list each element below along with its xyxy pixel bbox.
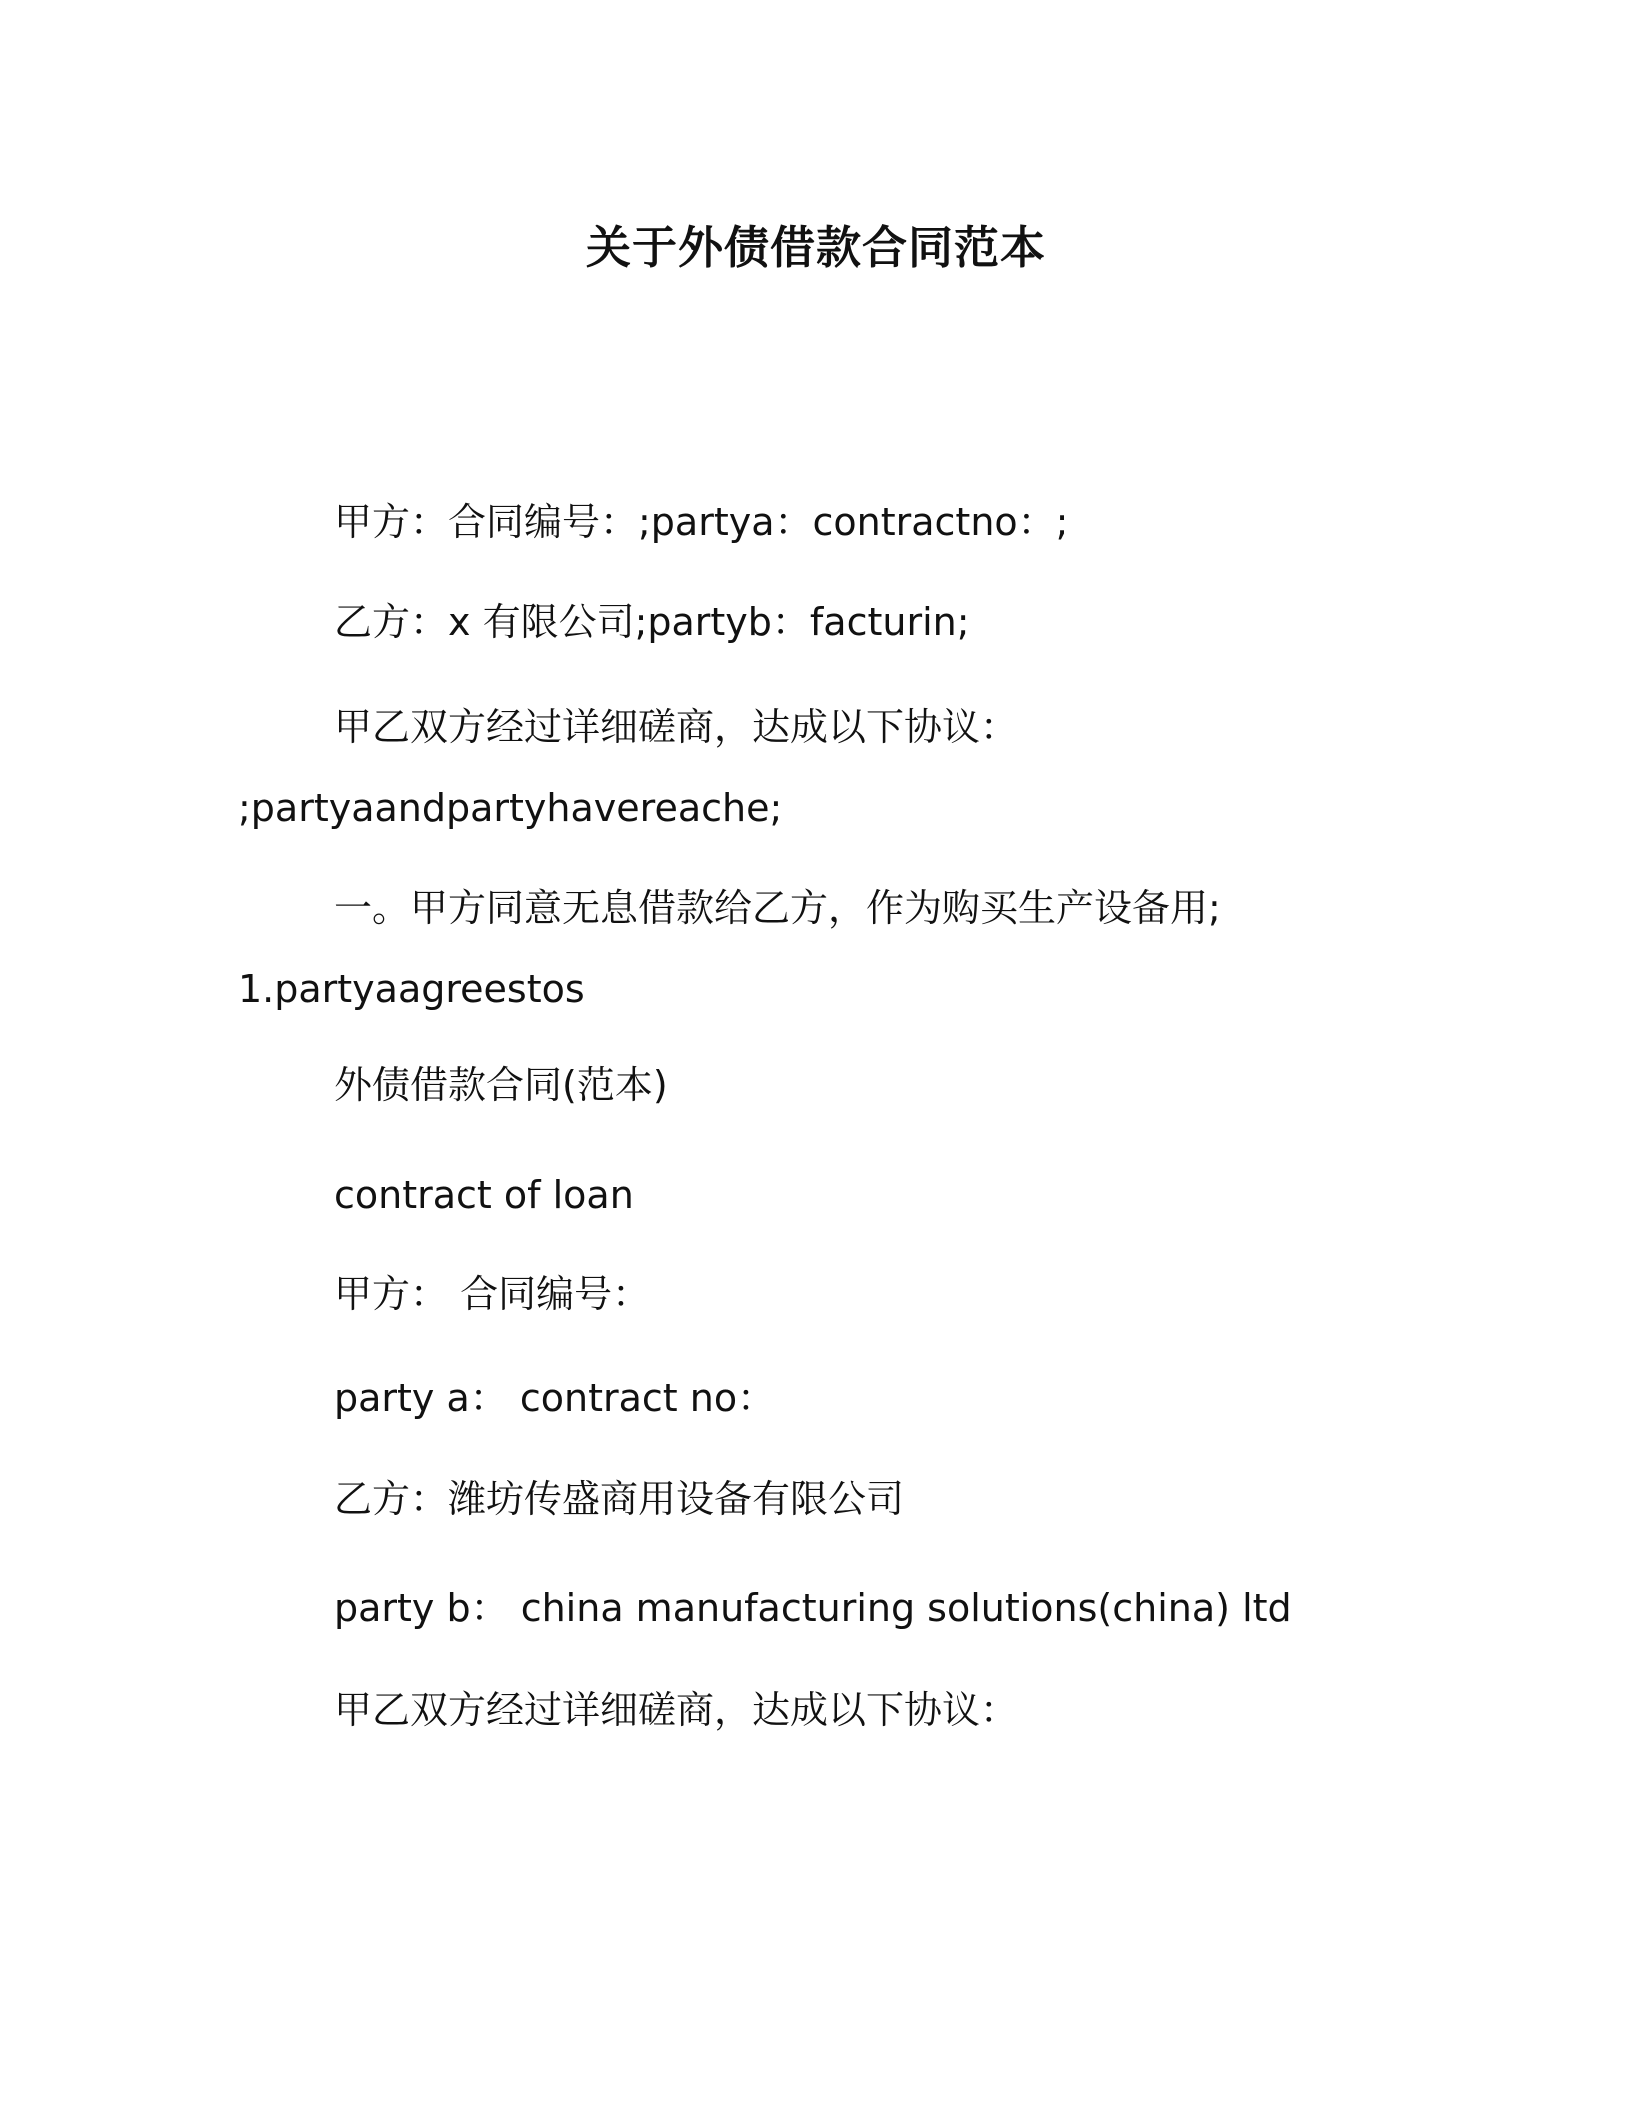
- agreement-closing-line: 甲乙双方经过详细磋商，达成以下协议：: [334, 1688, 1019, 1732]
- document-title: 关于外债借款合同范本: [585, 221, 1046, 274]
- party-a-english-line: party a： contract no：: [334, 1376, 776, 1420]
- party-b-company-line: 乙方：潍坊传盛商用设备有限公司: [334, 1477, 905, 1521]
- clause-one-line: 一。甲方同意无息借款给乙方，作为购买生产设备用;: [334, 886, 1221, 930]
- agreement-intro-line: 甲乙双方经过详细磋商，达成以下协议：: [334, 705, 1019, 749]
- party-a-line: 甲方： 合同编号：: [334, 1272, 651, 1316]
- party-a-contract-line: 甲方：合同编号：;partya：contractno：;: [334, 500, 1069, 544]
- section-title-line: 外债借款合同(范本): [334, 1063, 668, 1107]
- party-b-line: 乙方：x 有限公司;partyb：facturin;: [334, 600, 970, 644]
- agreement-intro-english-line: ;partyaandpartyhavereache;: [238, 786, 783, 830]
- section-title-english-line: contract of loan: [334, 1173, 634, 1217]
- clause-one-english-line: 1.partyaagreestos: [238, 967, 585, 1011]
- party-b-english-line: party b： china manufacturing solutions(china) ltd: [334, 1586, 1292, 1630]
